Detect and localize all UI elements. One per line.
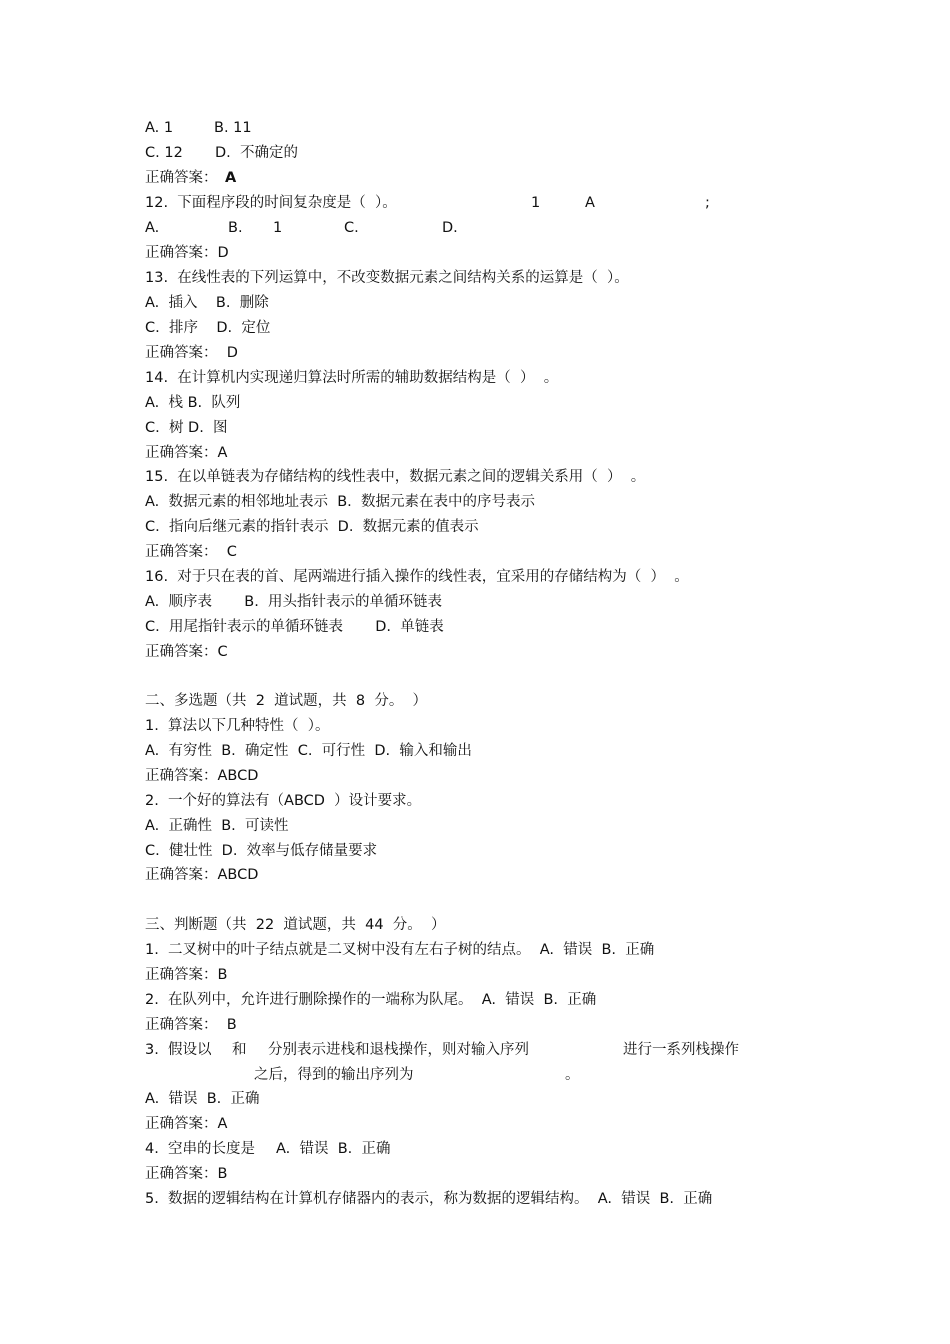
q13-question: 13. 在线性表的下列运算中，不改变数据元素之间结构关系的运算是（ ）。 [145,270,629,286]
q11-options-ab [145,117,252,139]
tf4-answer: 正确答案：B [145,1166,228,1182]
tf3-question-line2 [145,1064,580,1086]
q16-answer: 正确答案：C [145,644,228,660]
q15-options-ab: A. 数据元素的相邻地址表示 B. 数据元素在表中的序号表示 [145,494,535,510]
mc2-answer: 正确答案：ABCD [145,867,259,883]
q12-answer: 正确答案：D [145,245,229,261]
q16-options-ab: A. 顺序表 B. 用头指针表示的单循环链表 [145,594,443,610]
option-text: A. 错误 B. 正确 [276,1141,391,1157]
tf2-question: 2. 在队列中，允许进行删除操作的一端称为队尾。 A. 错误 B. 正确 [145,992,597,1008]
tf4-question [145,1138,391,1160]
question-fragment: ; [705,195,710,211]
mc2-options-ab: A. 正确性 B. 可读性 [145,818,289,834]
q16-question: 16. 对于只在表的首、尾两端进行插入操作的线性表，宜采用的存储结构为（ ） 。 [145,569,689,585]
question-text: 4. 空串的长度是 [145,1141,256,1157]
q14-answer: 正确答案：A [145,445,228,461]
q16-options-cd: C. 用尾指针表示的单循环链表 D. 单链表 [145,619,444,635]
question-fragment: 。 [565,1067,580,1083]
tf3-question-line1 [145,1039,739,1061]
mc1-answer: 正确答案：ABCD [145,768,259,784]
section-heading-true-false: 三、判断题（共 22 道试题，共 44 分。 ） [145,917,446,933]
q15-options-cd: C. 指向后继元素的指针表示 D. 数据元素的值表示 [145,519,479,535]
q14-options-ab: A. 栈 B. 队列 [145,395,241,411]
q11-options-cd [145,142,298,164]
answer-value: A [225,170,237,186]
option-text: D. 不确定的 [215,145,298,161]
question-fragment: 分别表示进栈和退栈操作，则对输入序列 [268,1042,529,1058]
q11-answer [145,167,237,189]
question-fragment: 进行一系列栈操作 [623,1042,739,1058]
option-text: C. [344,220,359,236]
option-text: B. [228,220,243,236]
tf2-answer: 正确答案： B [145,1017,237,1033]
question-text: 12. 下面程序段的时间复杂度是（ ）。 [145,195,397,211]
q14-options-cd: C. 树 D. 图 [145,420,228,436]
tf3-options: A. 错误 B. 正确 [145,1091,260,1107]
tf5-question: 5. 数据的逻辑结构在计算机存储器内的表示，称为数据的逻辑结构。 A. 错误 B. 正确 [145,1191,713,1207]
answer-label: 正确答案： [145,170,218,186]
mc2-question: 2. 一个好的算法有（ABCD ）设计要求。 [145,793,422,809]
mc2-options-cd: C. 健壮性 D. 效率与低存储量要求 [145,843,378,859]
mc1-question: 1. 算法以下几种特性（ ）。 [145,718,330,734]
tf1-question: 1. 二叉树中的叶子结点就是二叉树中没有左右子树的结点。 A. 错误 B. 正确 [145,942,655,958]
option-text: A. 1 [145,120,174,136]
q13-options-ab: A. 插入 B. 删除 [145,295,269,311]
option-text: A. [145,220,160,236]
question-fragment: 1 [531,195,541,211]
q13-options-cd: C. 排序 D. 定位 [145,320,271,336]
q14-question: 14. 在计算机内实现递归算法时所需的辅助数据结构是（ ） 。 [145,370,559,386]
question-fragment: 之后，得到的输出序列为 [254,1067,414,1083]
tf1-answer: 正确答案：B [145,967,228,983]
option-text: C. 12 [145,145,183,161]
question-fragment: A [585,195,595,211]
q13-answer: 正确答案： D [145,345,238,361]
section-heading-multiple-choice: 二、多选题（共 2 道试题，共 8 分。 ） [145,693,428,709]
option-text: D. [442,220,458,236]
q12-question [145,192,710,214]
q15-question: 15. 在以单链表为存储结构的线性表中，数据元素之间的逻辑关系用（ ） 。 [145,469,646,485]
mc1-options: A. 有穷性 B. 确定性 C. 可行性 D. 输入和输出 [145,743,472,759]
option-text: B. 11 [214,120,252,136]
q15-answer: 正确答案： C [145,544,237,560]
question-text: 3. 假设以 [145,1042,212,1058]
q12-options [145,217,458,239]
option-text: 1 [273,220,283,236]
question-fragment: 和 [232,1042,247,1058]
tf3-answer: 正确答案：A [145,1116,228,1132]
